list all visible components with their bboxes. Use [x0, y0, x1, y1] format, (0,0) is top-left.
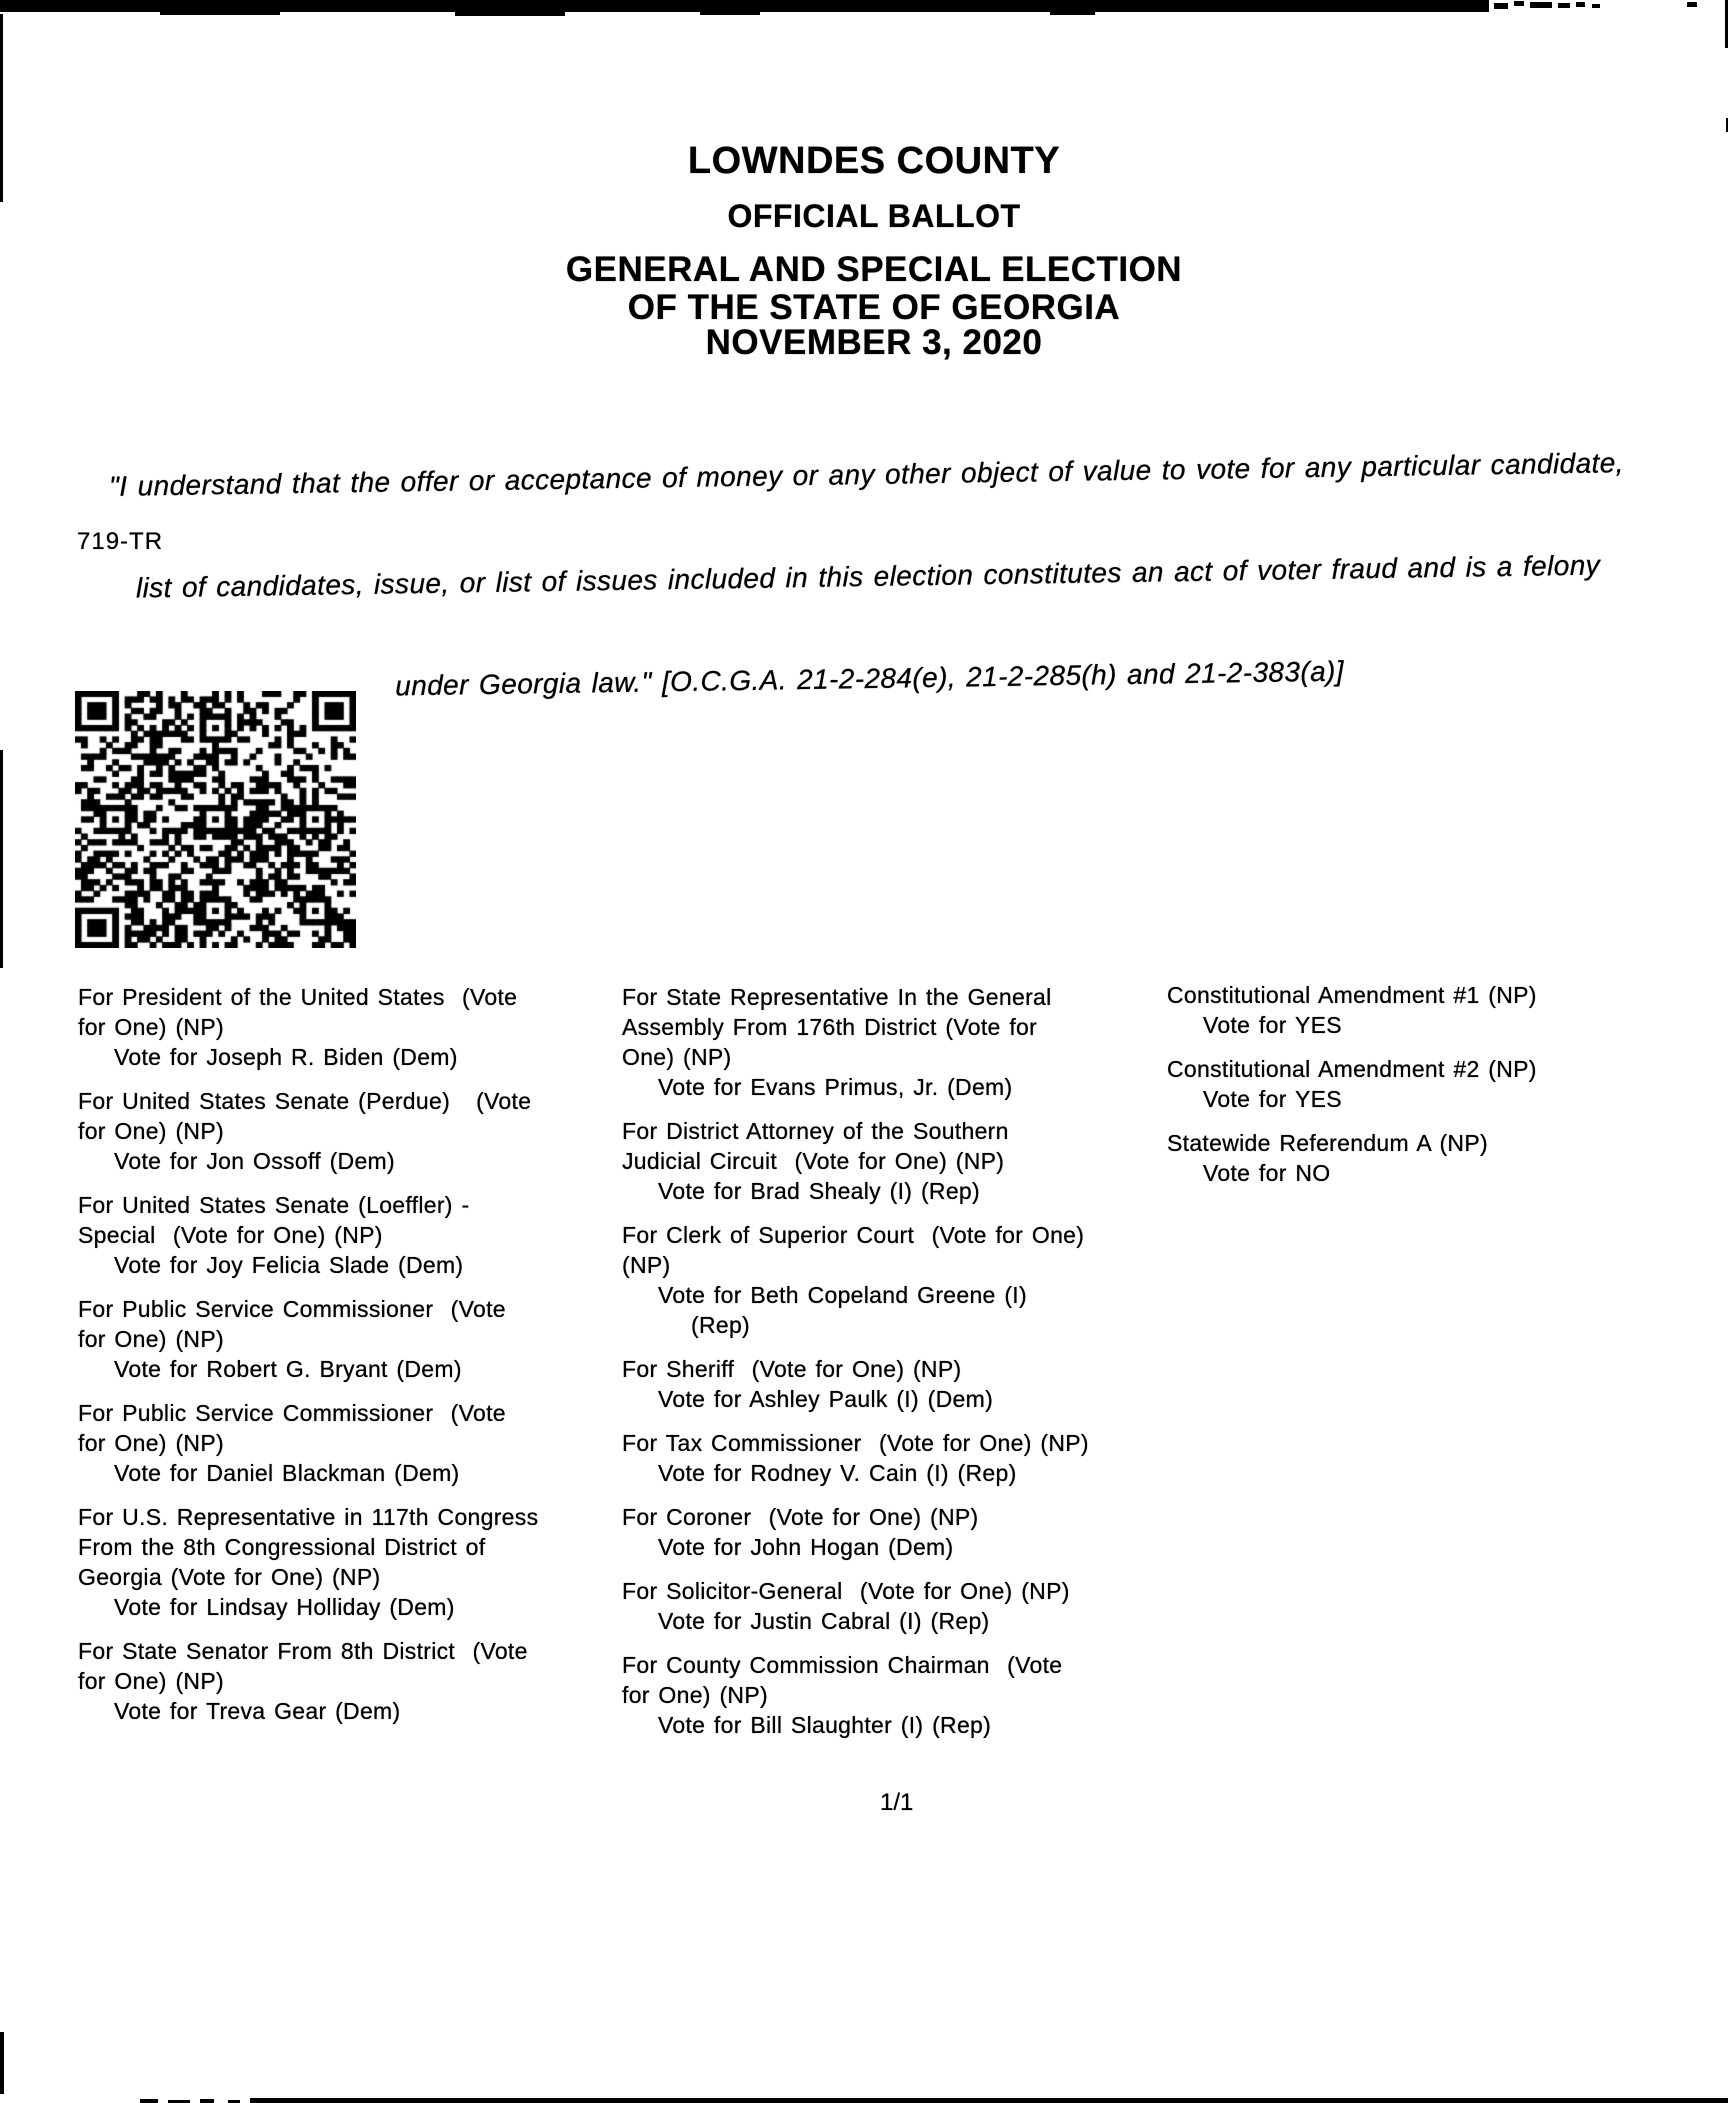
office-line: For United States Senate (Perdue) (Vote — [78, 1088, 532, 1114]
scan-edge-bottom — [250, 2098, 1728, 2103]
office-line: Special (Vote for One) (NP) — [78, 1222, 383, 1248]
ballot-type-title: OFFICIAL BALLOT — [727, 198, 1021, 234]
office-line: From the 8th Congressional District of — [78, 1534, 486, 1560]
contest-block — [78, 982, 638, 1072]
scan-edge-left — [0, 14, 3, 202]
office-line: for One) (NP) — [78, 1326, 224, 1352]
contest-block — [78, 1636, 638, 1726]
office-line: For Solicitor-General (Vote for One) (NP) — [622, 1578, 1070, 1604]
scan-mark — [1592, 4, 1600, 8]
vote-selection-line: Vote for Brad Shealy (I) (Rep) — [658, 1178, 980, 1204]
vote-selection-line: Vote for Beth Copeland Greene (I) — [658, 1282, 1027, 1308]
scan-mark — [1576, 2, 1585, 7]
vote-selection-line: Vote for Lindsay Holliday (Dem) — [114, 1594, 455, 1620]
scan-mark — [700, 12, 760, 15]
vote-selection-line: Vote for Treva Gear (Dem) — [114, 1698, 401, 1724]
office-line: for One) (NP) — [622, 1682, 768, 1708]
office-line: For United States Senate (Loeffler) - — [78, 1192, 470, 1218]
office-line: For Clerk of Superior Court (Vote for One) — [622, 1222, 1085, 1248]
office-line: For Coroner (Vote for One) (NP) — [622, 1504, 979, 1530]
scan-mark — [1687, 2, 1697, 7]
ballot-column-2 — [622, 982, 1182, 1754]
vote-selection-line: Vote for YES — [1203, 1012, 1342, 1038]
scan-edge-top — [0, 0, 1489, 12]
qr-code-icon — [75, 691, 356, 948]
disclaimer-line: "I understand that the offer or acceptance of money or any other object of value to vote for any particular candidate, — [108, 447, 1625, 502]
office-line: Constitutional Amendment #1 (NP) — [1167, 982, 1537, 1008]
contest-block — [622, 1220, 1182, 1340]
office-line: Georgia (Vote for One) (NP) — [78, 1564, 381, 1590]
scan-mark — [1530, 2, 1552, 8]
contest-block — [622, 1428, 1182, 1488]
office-line: (NP) — [622, 1252, 671, 1278]
office-line: Judicial Circuit (Vote for One) (NP) — [622, 1148, 1005, 1174]
election-title-line1: GENERAL AND SPECIAL ELECTION — [565, 250, 1183, 289]
vote-selection-line: Vote for Ashley Paulk (I) (Dem) — [658, 1386, 994, 1412]
scan-mark — [140, 2099, 158, 2103]
contest-block — [622, 982, 1182, 1102]
office-line: For State Senator From 8th District (Vote — [78, 1638, 528, 1664]
election-date: NOVEMBER 3, 2020 — [705, 323, 1043, 362]
contest-block — [78, 1294, 638, 1384]
vote-selection-line: Vote for Justin Cabral (I) (Rep) — [658, 1608, 990, 1634]
vote-selection-line: Vote for Joy Felicia Slade (Dem) — [114, 1252, 464, 1278]
vote-selection-line: Vote for Robert G. Bryant (Dem) — [114, 1356, 462, 1382]
office-line: for One) (NP) — [78, 1014, 224, 1040]
office-line: For President of the United States (Vote — [78, 984, 518, 1010]
office-line: For District Attorney of the Southern — [622, 1118, 1009, 1144]
ballot-column-1 — [78, 982, 638, 1740]
contest-block — [622, 1576, 1182, 1636]
contest-block — [622, 1354, 1182, 1414]
county-title: LOWNDES COUNTY — [687, 140, 1061, 182]
vote-selection-line: Vote for NO — [1203, 1160, 1331, 1186]
office-line: Statewide Referendum A (NP) — [1167, 1130, 1488, 1156]
vote-selection-line: Vote for John Hogan (Dem) — [658, 1534, 954, 1560]
vote-selection-line: Vote for Daniel Blackman (Dem) — [114, 1460, 460, 1486]
office-line: Assembly From 176th District (Vote for — [622, 1014, 1038, 1040]
office-line: For Tax Commissioner (Vote for One) (NP) — [622, 1430, 1089, 1456]
office-line: Constitutional Amendment #2 (NP) — [1167, 1056, 1537, 1082]
scan-edge-left — [0, 750, 3, 968]
office-line: For Public Service Commissioner (Vote — [78, 1400, 506, 1426]
election-title-line2: OF THE STATE OF GEORGIA — [627, 288, 1121, 327]
scan-mark — [200, 2099, 214, 2103]
contest-block — [78, 1190, 638, 1280]
page-number: 1/1 — [880, 1789, 914, 1816]
office-line: For State Representative In the General — [622, 984, 1052, 1010]
scan-mark — [1514, 1, 1524, 6]
office-line: for One) (NP) — [78, 1668, 224, 1694]
vote-selection-line: Vote for Rodney V. Cain (I) (Rep) — [658, 1460, 1017, 1486]
office-line: For U.S. Representative in 117th Congress — [78, 1504, 539, 1530]
contest-block — [1167, 1128, 1707, 1188]
vote-selection-line: Vote for Joseph R. Biden (Dem) — [114, 1044, 458, 1070]
ballot-column-3 — [1167, 980, 1707, 1202]
vote-selection-line: Vote for YES — [1203, 1086, 1342, 1112]
office-line: One) (NP) — [622, 1044, 732, 1070]
office-line: for One) (NP) — [78, 1118, 224, 1144]
vote-selection-line: Vote for Bill Slaughter (I) (Rep) — [658, 1712, 992, 1738]
scan-mark — [160, 12, 280, 15]
office-line: for One) (NP) — [78, 1430, 224, 1456]
disclaimer-line: under Georgia law." [O.C.G.A. 21-2-284(e), 21-2-285(h) and 21-2-383(a)] — [395, 655, 1345, 702]
ballot-style-code: 719-TR — [77, 528, 164, 555]
scan-edge-left — [0, 2032, 4, 2094]
contest-block — [78, 1086, 638, 1176]
vote-selection-line: (Rep) — [691, 1312, 751, 1338]
contest-block — [622, 1650, 1182, 1740]
disclaimer-line: list of candidates, issue, or list of issues included in this election constitutes an act of voter fraud and is a felony — [135, 549, 1601, 604]
contest-block — [78, 1502, 638, 1622]
contest-block — [1167, 1054, 1707, 1114]
vote-selection-line: Vote for Jon Ossoff (Dem) — [114, 1148, 395, 1174]
scan-mark — [1050, 12, 1095, 15]
contest-block — [1167, 980, 1707, 1040]
office-line: For County Commission Chairman (Vote — [622, 1652, 1063, 1678]
office-line: For Sheriff (Vote for One) (NP) — [622, 1356, 962, 1382]
contest-block — [622, 1116, 1182, 1206]
vote-selection-line: Vote for Evans Primus, Jr. (Dem) — [658, 1074, 1013, 1100]
scan-mark — [1558, 3, 1570, 8]
contest-block — [622, 1502, 1182, 1562]
contest-block — [78, 1398, 638, 1488]
scan-mark — [455, 12, 565, 16]
scan-mark — [1494, 3, 1508, 9]
office-line: For Public Service Commissioner (Vote — [78, 1296, 506, 1322]
